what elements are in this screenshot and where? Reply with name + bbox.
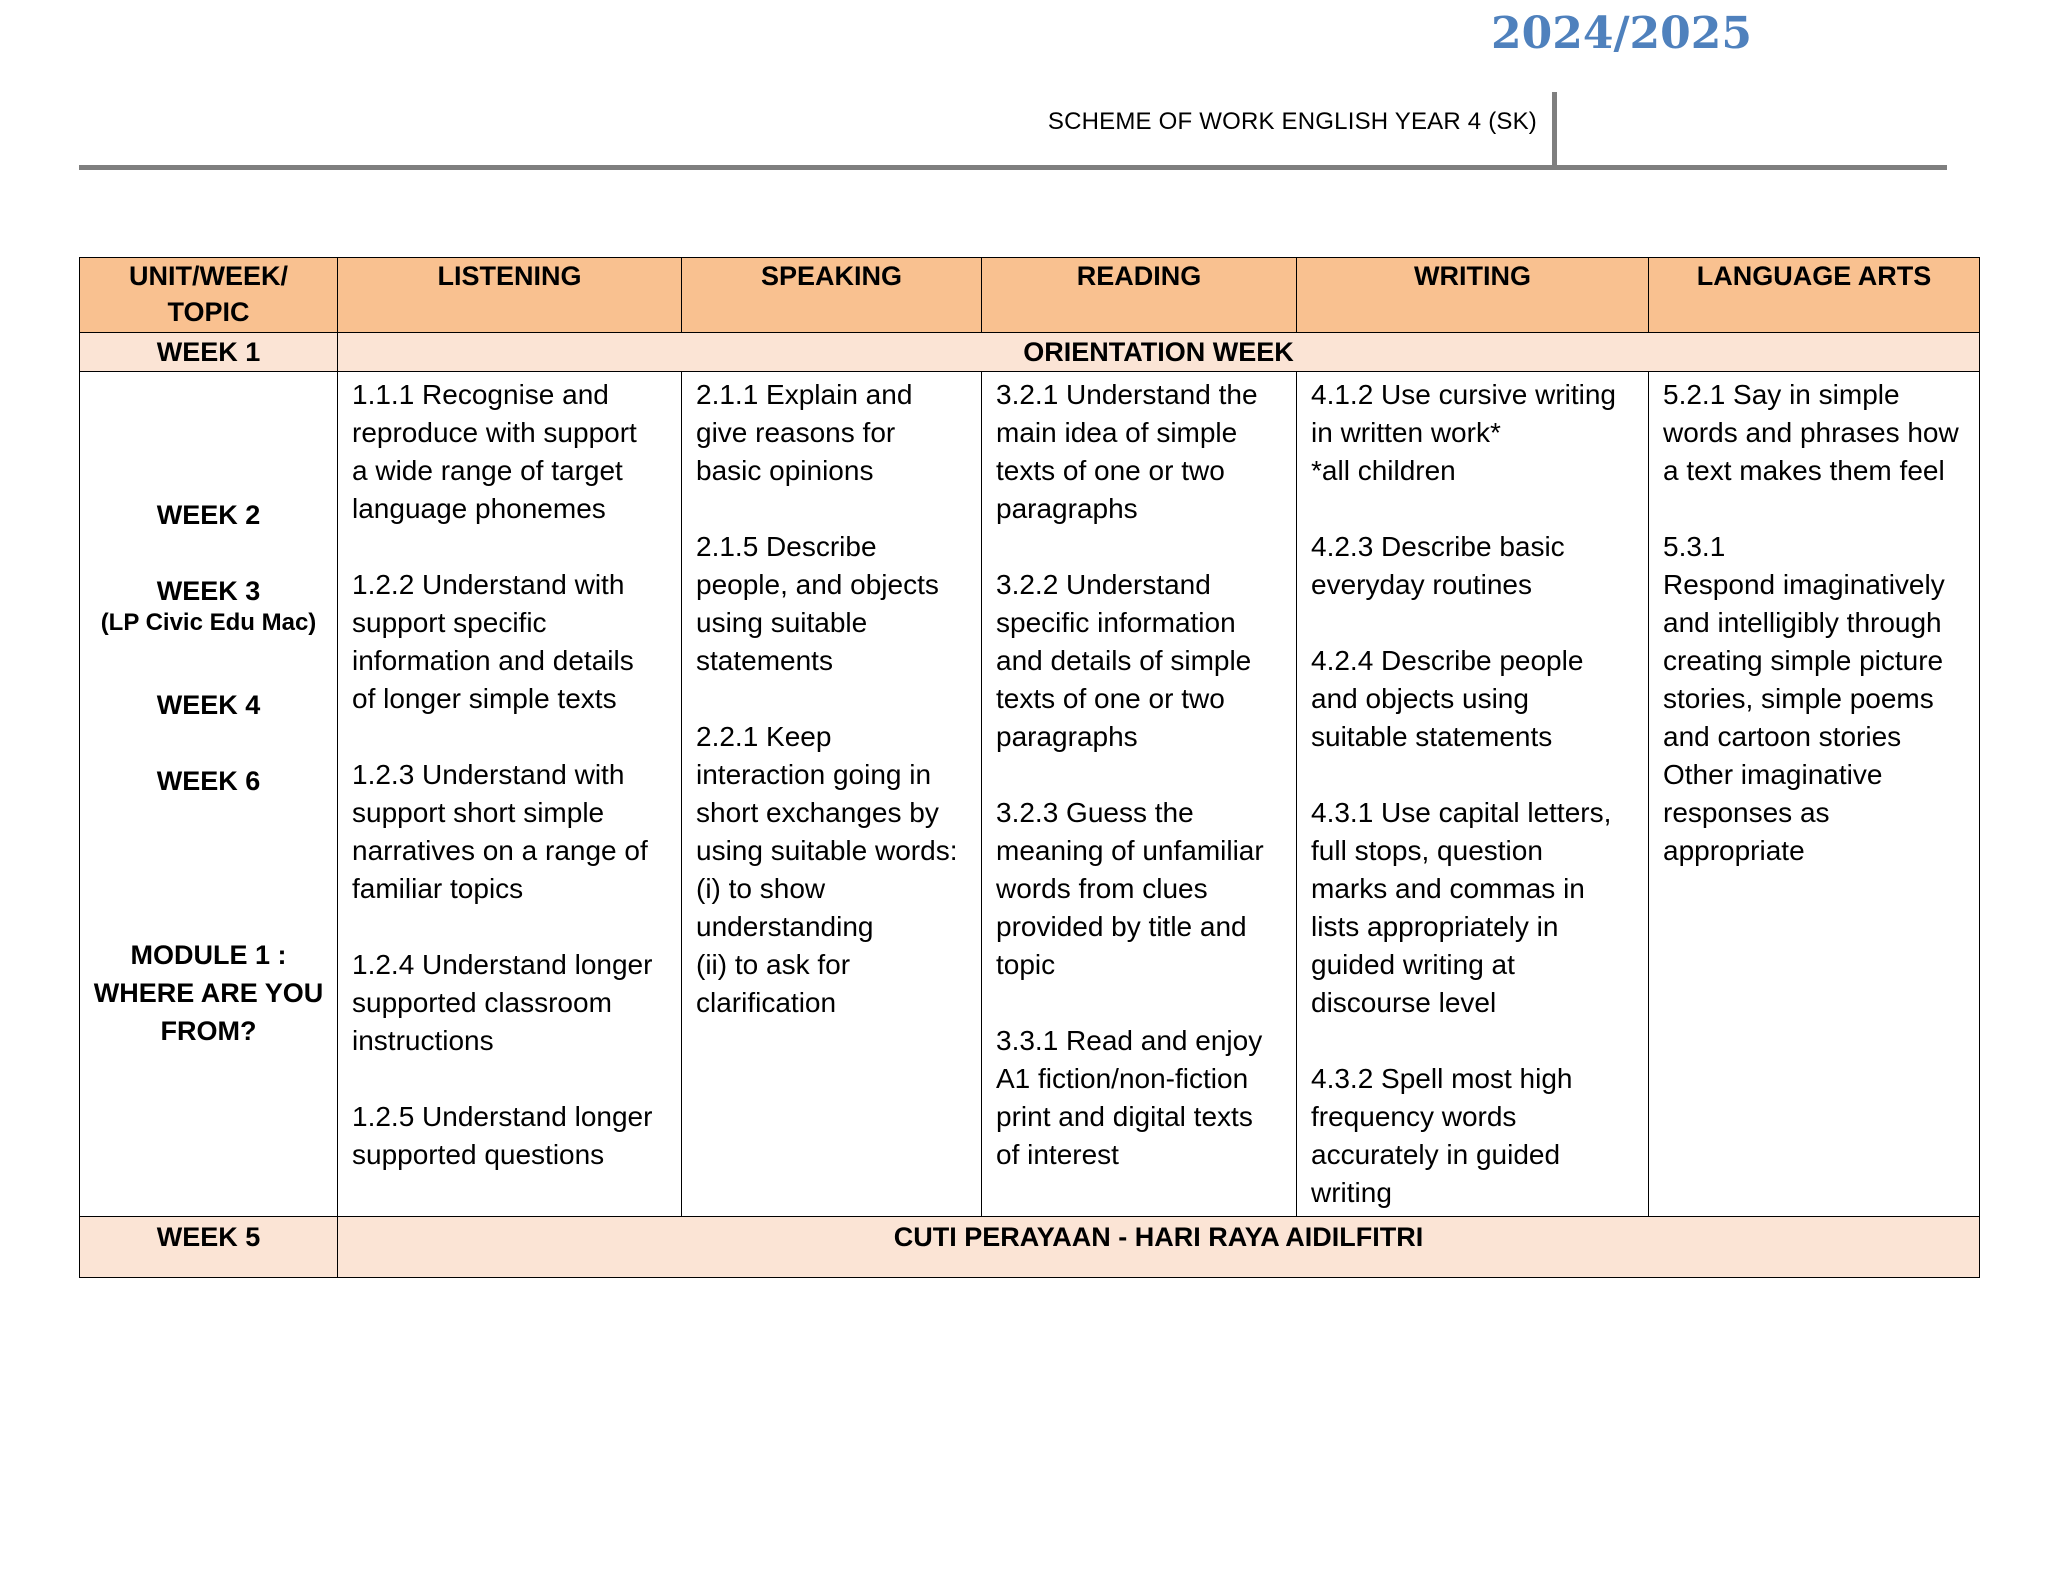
week6-label: WEEK 6	[156, 766, 261, 796]
week3-label: WEEK 3	[156, 576, 261, 606]
table-row-week1	[80, 333, 1980, 372]
scheme-of-work-table	[79, 257, 1980, 1278]
header-divider	[1552, 92, 1557, 166]
table-row-week5	[80, 1217, 1980, 1278]
page-header	[79, 92, 1947, 170]
week5-label: WEEK 5	[80, 1217, 338, 1278]
week1-label: WEEK 1	[80, 333, 338, 372]
week5-note: CUTI PERAYAAN - HARI RAYA AIDILFITRI	[338, 1217, 1980, 1278]
column-header-writing: WRITING	[1297, 258, 1649, 333]
language-arts-content: 5.2.1 Say in simple words and phrases how a text makes them feel 5.3.1 Respond imaginatively and intelligibly through creating simple picture stories, simple poems and cartoon stories Other imaginative responses as appropriate	[1649, 372, 1980, 1217]
column-header-language-arts: LANGUAGE ARTS	[1649, 258, 1980, 333]
reading-content: 3.2.1 Understand the main idea of simple texts of one or two paragraphs 3.2.2 Understand specific information and details of simple texts of one or two paragraphs 3.2.3 Guess the meaning of unfamiliar words from clues provided by title and topic 3.3.1 Read and enjoy A1 fiction/non-fiction print and digital texts of interest	[982, 372, 1297, 1217]
table-row-main	[80, 372, 1980, 1217]
column-header-unit-week-topic: UNIT/WEEK/ TOPIC	[80, 258, 338, 333]
header-rule	[79, 165, 1947, 170]
listening-content: 1.1.1 Recognise and reproduce with support a wide range of target language phonemes 1.2.2 Understand with support specific information and details of longer simple texts 1.2.3 Understand with support short simple narratives on a range of familiar topics 1.2.4 Understand longer supported classroom instructions 1.2.5 Understand longer supported questions	[338, 372, 682, 1217]
week1-note: ORIENTATION WEEK	[338, 333, 1980, 372]
week-column	[80, 372, 338, 1217]
column-header-reading: READING	[982, 258, 1297, 333]
module-title: MODULE 1 : WHERE ARE YOU FROM?	[93, 940, 324, 1046]
academic-year: 2024/2025	[1491, 8, 1752, 59]
table-header-row	[80, 258, 1980, 333]
writing-content: 4.1.2 Use cursive writing in written work* *all children 4.2.3 Describe basic everyday routines 4.2.4 Describe people and objects using suitable statements 4.3.1 Use capital letters, full stops, question marks and commas in lists appropriately in guided writing at discourse level 4.3.2 Spell most high frequency words accurately in guided writing	[1297, 372, 1649, 1217]
speaking-content: 2.1.1 Explain and give reasons for basic opinions 2.1.5 Describe people, and objects using suitable statements 2.2.1 Keep interaction going in short exchanges by using suitable words: (i) to show understanding (ii) to ask for clarification	[682, 372, 982, 1217]
column-header-speaking: SPEAKING	[682, 258, 982, 333]
week2-label: WEEK 2	[156, 500, 261, 530]
week4-label: WEEK 4	[156, 690, 261, 720]
document-title: SCHEME OF WORK ENGLISH YEAR 4 (SK)	[1047, 108, 1537, 135]
column-header-listening: LISTENING	[338, 258, 682, 333]
week3-note: (LP Civic Edu Mac)	[100, 609, 317, 636]
